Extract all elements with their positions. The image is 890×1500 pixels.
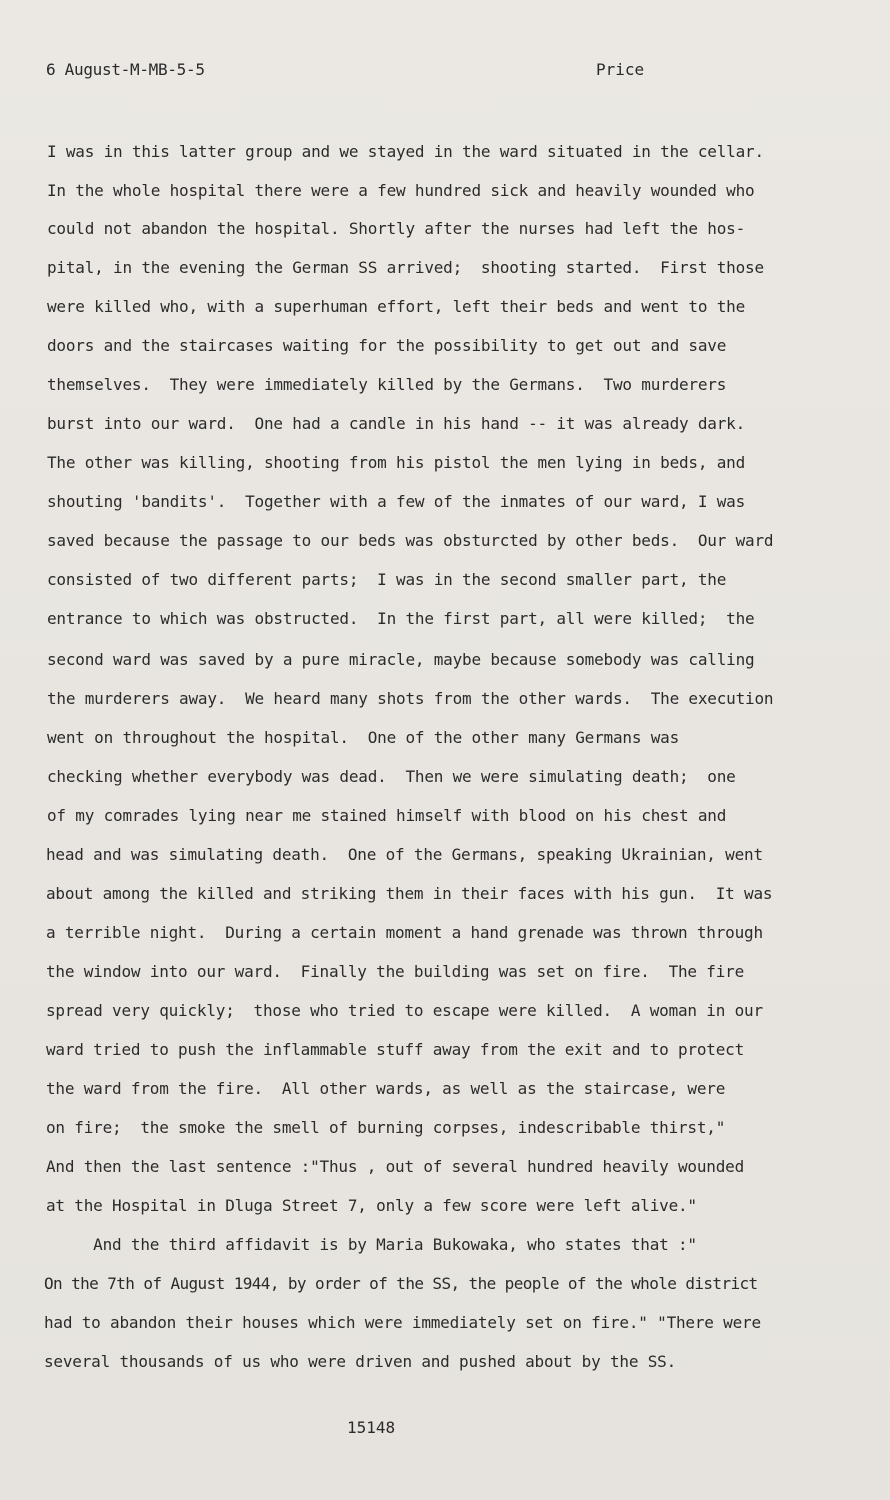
text-line: saved because the passage to our beds was obsturcted by other beds. Our ward: [47, 531, 774, 550]
text-line: pital, in the evening the German SS arrived; shooting started. First those: [47, 258, 764, 277]
text-line: a terrible night. During a certain moment a hand grenade was thrown through: [46, 923, 763, 942]
text-line: And then the last sentence :"Thus , out of several hundred heavily wounded: [46, 1157, 745, 1176]
text-line: spread very quickly; those who tried to escape were killed. A woman in our: [46, 1001, 763, 1020]
witness-name: Price: [596, 60, 645, 79]
text-line: several thousands of us who were driven and pushed about by the SS.: [44, 1352, 676, 1371]
text-line: second ward was saved by a pure miracle, maybe because somebody was calling: [47, 650, 755, 669]
text-line: could not abandon the hospital. Shortly after the nurses had left the hos-: [47, 219, 746, 238]
text-line: I was in this latter group and we stayed in the ward situated in the cellar.: [47, 142, 764, 161]
text-line: themselves. They were immediately killed by the Germans. Two murderers: [47, 375, 727, 394]
text-line: head and was simulating death. One of the Germans, speaking Ukrainian, went: [46, 845, 763, 864]
text-line: were killed who, with a superhuman effort, left their beds and went to the: [47, 297, 746, 316]
text-line: went on throughout the hospital. One of the other many Germans was: [47, 728, 679, 747]
text-line: the murderers away. We heard many shots from the other wards. The execution: [47, 689, 774, 708]
text-line: In the whole hospital there were a few hundred sick and heavily wounded who: [47, 181, 755, 200]
text-line: ward tried to push the inflammable stuff away from the exit and to protect: [46, 1040, 745, 1059]
text-line: doors and the staircases waiting for the possibility to get out and save: [47, 336, 727, 355]
text-line: The other was killing, shooting from his pistol the men lying in beds, and: [47, 453, 746, 472]
text-line: had to abandon their houses which were immediately set on fire." "There were: [44, 1313, 761, 1332]
text-line: consisted of two different parts; I was in the second smaller part, the: [47, 570, 727, 589]
page-number: 15148: [347, 1418, 396, 1437]
text-line: entrance to which was obstructed. In the first part, all were killed; the: [47, 609, 755, 628]
text-line: on fire; the smoke the smell of burning corpses, indescribable thirst,": [46, 1118, 726, 1137]
text-line: checking whether everybody was dead. Then we were simulating death; one: [47, 767, 736, 786]
text-line: about among the killed and striking them in their faces with his gun. It was: [46, 884, 773, 903]
text-line: On the 7th of August 1944, by order of the SS, the people of the whole district: [44, 1274, 758, 1293]
text-line: of my comrades lying near me stained himself with blood on his chest and: [47, 806, 727, 825]
text-line: the window into our ward. Finally the building was set on fire. The fire: [46, 962, 745, 981]
text-line: And the third affidavit is by Maria Bukowaka, who states that :": [46, 1235, 697, 1254]
document-reference: 6 August-M-MB-5-5: [46, 60, 205, 79]
text-line: shouting 'bandits'. Together with a few of the inmates of our ward, I was: [47, 492, 746, 511]
text-line: burst into our ward. One had a candle in his hand -- it was already dark.: [47, 414, 746, 433]
text-line: at the Hospital in Dluga Street 7, only a few score were left alive.": [46, 1196, 697, 1215]
text-line: the ward from the fire. All other wards, as well as the staircase, were: [46, 1079, 726, 1098]
